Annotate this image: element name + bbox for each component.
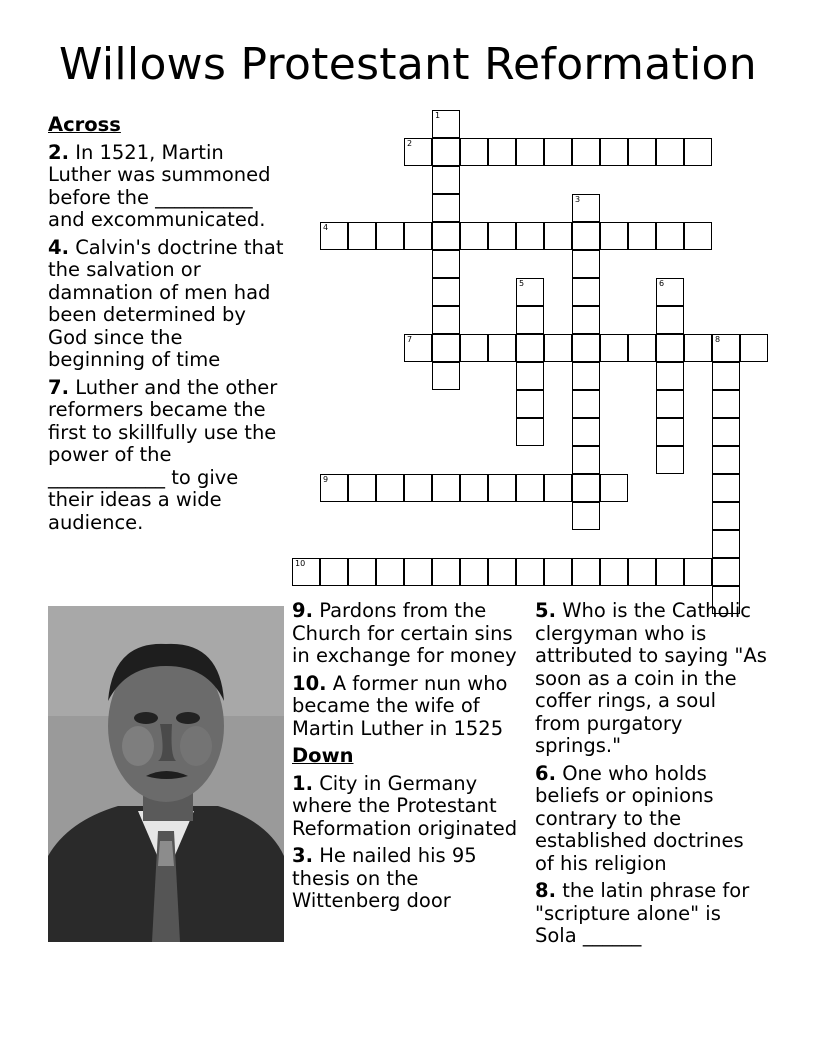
grid-cell[interactable] [572,138,600,166]
across-heading: Across [48,113,121,136]
grid-cell[interactable] [376,474,404,502]
grid-cell[interactable] [516,334,544,362]
grid-cell[interactable] [376,222,404,250]
cell-number: 9 [323,475,329,484]
clue-text: He nailed his 95 thesis on the Wittenberg door [292,844,477,912]
clue-number: 4. [48,235,69,259]
clue-text: the latin phrase for "scripture alone" is Sola ______ [535,879,750,947]
grid-cell[interactable] [432,474,460,502]
grid-cell[interactable] [320,558,348,586]
grid-cell[interactable] [516,278,544,306]
grid-cell[interactable] [656,362,684,390]
grid-cell[interactable] [656,278,684,306]
grid-cell[interactable] [460,558,488,586]
grid-cell[interactable] [656,306,684,334]
grid-cell[interactable] [572,306,600,334]
clue-number: 7. [48,375,69,399]
clue-down-6 [535,763,767,876]
grid-cell[interactable] [460,474,488,502]
cell-number: 1 [435,111,441,120]
clue-text: Luther and the other reformers became the first to skillfully use the power of the ____________ to give their ideas a wide audience. [48,375,278,534]
down-heading: Down [292,744,354,767]
grid-cell[interactable] [544,222,572,250]
grid-cell[interactable] [432,110,460,138]
grid-cell[interactable] [712,530,740,558]
grid-cell[interactable] [572,362,600,390]
grid-cell[interactable] [628,222,656,250]
grid-cell[interactable] [432,194,460,222]
grid-cell[interactable] [432,362,460,390]
clue-text: City in Germany where the Protestant Reformation originated [292,771,518,840]
grid-cell[interactable] [348,558,376,586]
grid-cell[interactable] [404,474,432,502]
grid-cell[interactable] [432,278,460,306]
grid-cell[interactable] [488,334,516,362]
grid-cell[interactable] [432,138,460,166]
grid-cell[interactable] [712,474,740,502]
grid-cell[interactable] [712,362,740,390]
grid-cell[interactable] [488,222,516,250]
grid-cell[interactable] [712,558,740,586]
grid-cell[interactable] [516,558,544,586]
grid-cell[interactable] [572,474,600,502]
cell-number: 2 [407,139,413,148]
grid-cell[interactable] [320,222,348,250]
grid-cell[interactable] [572,446,600,474]
clue-down-3 [292,845,530,913]
grid-cell[interactable] [656,418,684,446]
grid-cell[interactable] [544,558,572,586]
grid-cell[interactable] [432,166,460,194]
grid-cell[interactable] [404,222,432,250]
clue-down-1 [292,773,530,841]
clue-text: In 1521, Martin Luther was summoned before the __________ and excommunicated. [48,140,271,231]
grid-cell[interactable] [460,138,488,166]
clue-number: 6. [535,761,556,785]
grid-cell[interactable] [516,474,544,502]
grid-cell[interactable] [432,334,460,362]
portrait-photo [48,606,284,942]
cell-number: 7 [407,335,413,344]
grid-cell[interactable] [572,418,600,446]
grid-cell[interactable] [516,418,544,446]
cell-number: 3 [575,195,581,204]
grid-cell[interactable] [488,558,516,586]
clue-text: Calvin's doctrine that the salvation or damnation of men had been determined by God since the beginning of time [48,235,284,371]
clue-across-10 [292,673,530,741]
grid-cell[interactable] [320,474,348,502]
grid-cell[interactable] [712,418,740,446]
clues-column-2 [292,600,530,918]
clue-number: 3. [292,844,313,867]
clue-number: 8. [535,879,556,902]
grid-cell[interactable] [684,138,712,166]
grid-cell[interactable] [516,390,544,418]
grid-cell[interactable] [656,446,684,474]
puzzle-title: Willows Protestant Reformation [59,39,757,90]
grid-cell[interactable] [656,334,684,362]
cell-number: 10 [295,559,306,568]
grid-cell[interactable] [656,138,684,166]
grid-cell[interactable] [432,222,460,250]
grid-cell[interactable] [656,222,684,250]
grid-cell[interactable] [712,390,740,418]
clue-text: Who is the Catholic clergyman who is attributed to saying "As soon as a coin in the coffer rings, a soul from purgatory springs." [535,599,767,757]
clue-across-9 [292,600,530,668]
grid-cell[interactable] [348,474,376,502]
grid-cell[interactable] [600,138,628,166]
clue-number: 9. [292,599,313,622]
grid-cell[interactable] [432,250,460,278]
grid-cell[interactable] [544,334,572,362]
grid-cell[interactable] [572,502,600,530]
grid-cell[interactable] [516,306,544,334]
grid-cell[interactable] [572,194,600,222]
grid-cell[interactable] [516,222,544,250]
grid-cell[interactable] [460,334,488,362]
grid-cell[interactable] [572,222,600,250]
grid-cell[interactable] [600,558,628,586]
grid-cell[interactable] [684,334,712,362]
clue-text: Pardons from the Church for certain sins in exchange for money [292,599,517,667]
grid-cell[interactable] [488,138,516,166]
grid-cell[interactable] [712,334,740,362]
grid-cell[interactable] [684,222,712,250]
grid-cell[interactable] [432,558,460,586]
cell-number: 5 [519,279,525,288]
grid-cell[interactable] [628,558,656,586]
grid-cell[interactable] [656,390,684,418]
grid-cell[interactable] [656,558,684,586]
grid-cell[interactable] [292,558,320,586]
clue-down-8 [535,880,767,948]
grid-cell[interactable] [488,474,516,502]
grid-cell[interactable] [600,222,628,250]
grid-cell[interactable] [516,138,544,166]
grid-cell[interactable] [376,558,404,586]
grid-cell[interactable] [628,138,656,166]
grid-cell[interactable] [712,502,740,530]
grid-cell[interactable] [544,138,572,166]
grid-cell[interactable] [544,474,572,502]
clue-number: 1. [292,771,313,795]
clue-text: A former nun who became the wife of Martin Luther in 1525 [292,671,508,740]
clue-number: 2. [48,140,69,164]
grid-cell[interactable] [460,222,488,250]
clue-down-5 [535,600,767,758]
grid-cell[interactable] [628,334,656,362]
grid-cell[interactable] [432,306,460,334]
cell-number: 6 [659,279,665,288]
grid-cell[interactable] [600,334,628,362]
grid-cell[interactable] [684,558,712,586]
clue-number: 5. [535,599,556,622]
clue-text: One who holds beliefs or opinions contrary to the established doctrines of his religion [535,761,744,875]
grid-cell[interactable] [572,334,600,362]
grid-cell[interactable] [600,474,628,502]
grid-cell[interactable] [404,558,432,586]
clue-number: 10. [292,671,327,695]
grid-cell[interactable] [572,390,600,418]
cell-number: 8 [715,335,721,344]
grid-cell[interactable] [740,334,768,362]
grid-cell[interactable] [572,278,600,306]
grid-cell[interactable] [404,334,432,362]
grid-cell[interactable] [516,362,544,390]
grid-cell[interactable] [404,138,432,166]
cell-number: 4 [323,223,329,232]
grid-cell[interactable] [712,446,740,474]
clues-column-3 [535,600,767,953]
grid-cell[interactable] [572,558,600,586]
grid-cell[interactable] [348,222,376,250]
grid-cell[interactable] [572,250,600,278]
